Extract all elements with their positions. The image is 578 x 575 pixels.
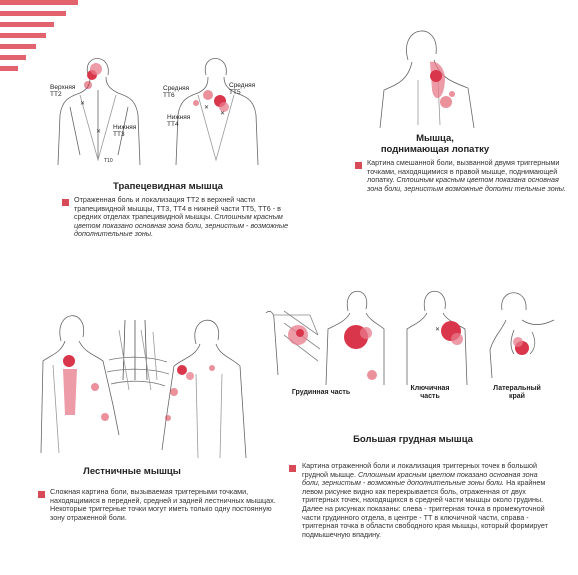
trapezius-figure-right <box>168 45 268 170</box>
pectoralis-figure-4 <box>488 290 558 380</box>
pectoralis-figure-2 <box>322 285 387 395</box>
svg-text:✕: ✕ <box>220 111 226 117</box>
label-clavicular: Ключичная часть <box>410 385 450 400</box>
pectoralis-figure-3 <box>405 285 470 395</box>
trapezius-bullet <box>62 199 69 206</box>
pectoralis-figure-1 <box>260 305 325 385</box>
label-t10: T10 <box>104 158 113 164</box>
levator-title: Мышца, поднимающая лопатку <box>380 133 490 155</box>
trapezius-description: Отраженная боль и локализация ТТ2 в верхней части трапецивидной мышцы, ТТ3, ТТ4 в нижней части ТТ5, ТТ6 - в средних отделах трапецивидной мышцы. Сплошным красным цветом показано основная зона боли, зернистым - возможные дополнительные зоны. <box>74 195 289 239</box>
levator-bullet <box>355 162 362 169</box>
svg-text:✕: ✕ <box>204 105 210 111</box>
svg-text:✕: ✕ <box>80 101 86 107</box>
label-middle-tt6: Средняя ТТ6 <box>163 85 190 99</box>
levator-figure <box>378 20 478 130</box>
label-lateral: Латеральный край <box>493 385 541 400</box>
label-sternal: Грудинная часть <box>291 389 351 396</box>
label-middle-tt5: Средняя ТТ5 <box>229 82 256 96</box>
label-lower: Нижняя ТТ3 <box>113 124 137 138</box>
scalene-title: Лестничные мышцы <box>83 466 181 477</box>
pectoralis-title: Большая грудная мышца <box>353 434 473 445</box>
trapezius-title: Трапецевидная мышца <box>113 181 223 192</box>
scalene-figure-front <box>160 310 250 460</box>
svg-text:✕: ✕ <box>435 327 441 333</box>
scalene-description: Сложная картина боли, вызываемая триггерными точками, находящимися в передней, средней и задней лестничных мышцах. Некоторые триггерные точки могут иметь только одну постоянную зону отраженной боли. <box>50 487 276 522</box>
pectoralis-description: Картина отраженной боли и локализация триггерных точек в большой грудной мышце. Сплошным красным цветом показано основная зона боли, зернистым - возможные дополнительные зоны боли. На крайнем левом рисунке видно как перекрывается боль, отраженная от двух триггерных точек, находящихся в средней части мышцы около грудины. Далее на рисунках показаны: слева - триггерная точка в промежуточной части грудинного отдела, в центре - ТТ в ключичной части, справа - триггерная точка в области свободного края мышцы, который формирует подмышечную впадину. <box>302 461 548 539</box>
pectoralis-bullet <box>289 465 296 472</box>
scalene-bullet <box>38 491 45 498</box>
levator-description: Картина смешанной боли, вызванной двумя триггерными точками, находящимися в правой мышце, поднимающей лопатку. Сплошным красным цветом показана основная зона боли, зернистым возможные дополни тельные зоны. <box>367 158 566 193</box>
trapezius-figure-left <box>50 45 150 170</box>
label-upper: Верхняя ТТ2 <box>50 84 76 98</box>
label-lower-tt4: Нижняя ТТ4 <box>167 114 191 128</box>
svg-text:✕: ✕ <box>96 129 102 135</box>
